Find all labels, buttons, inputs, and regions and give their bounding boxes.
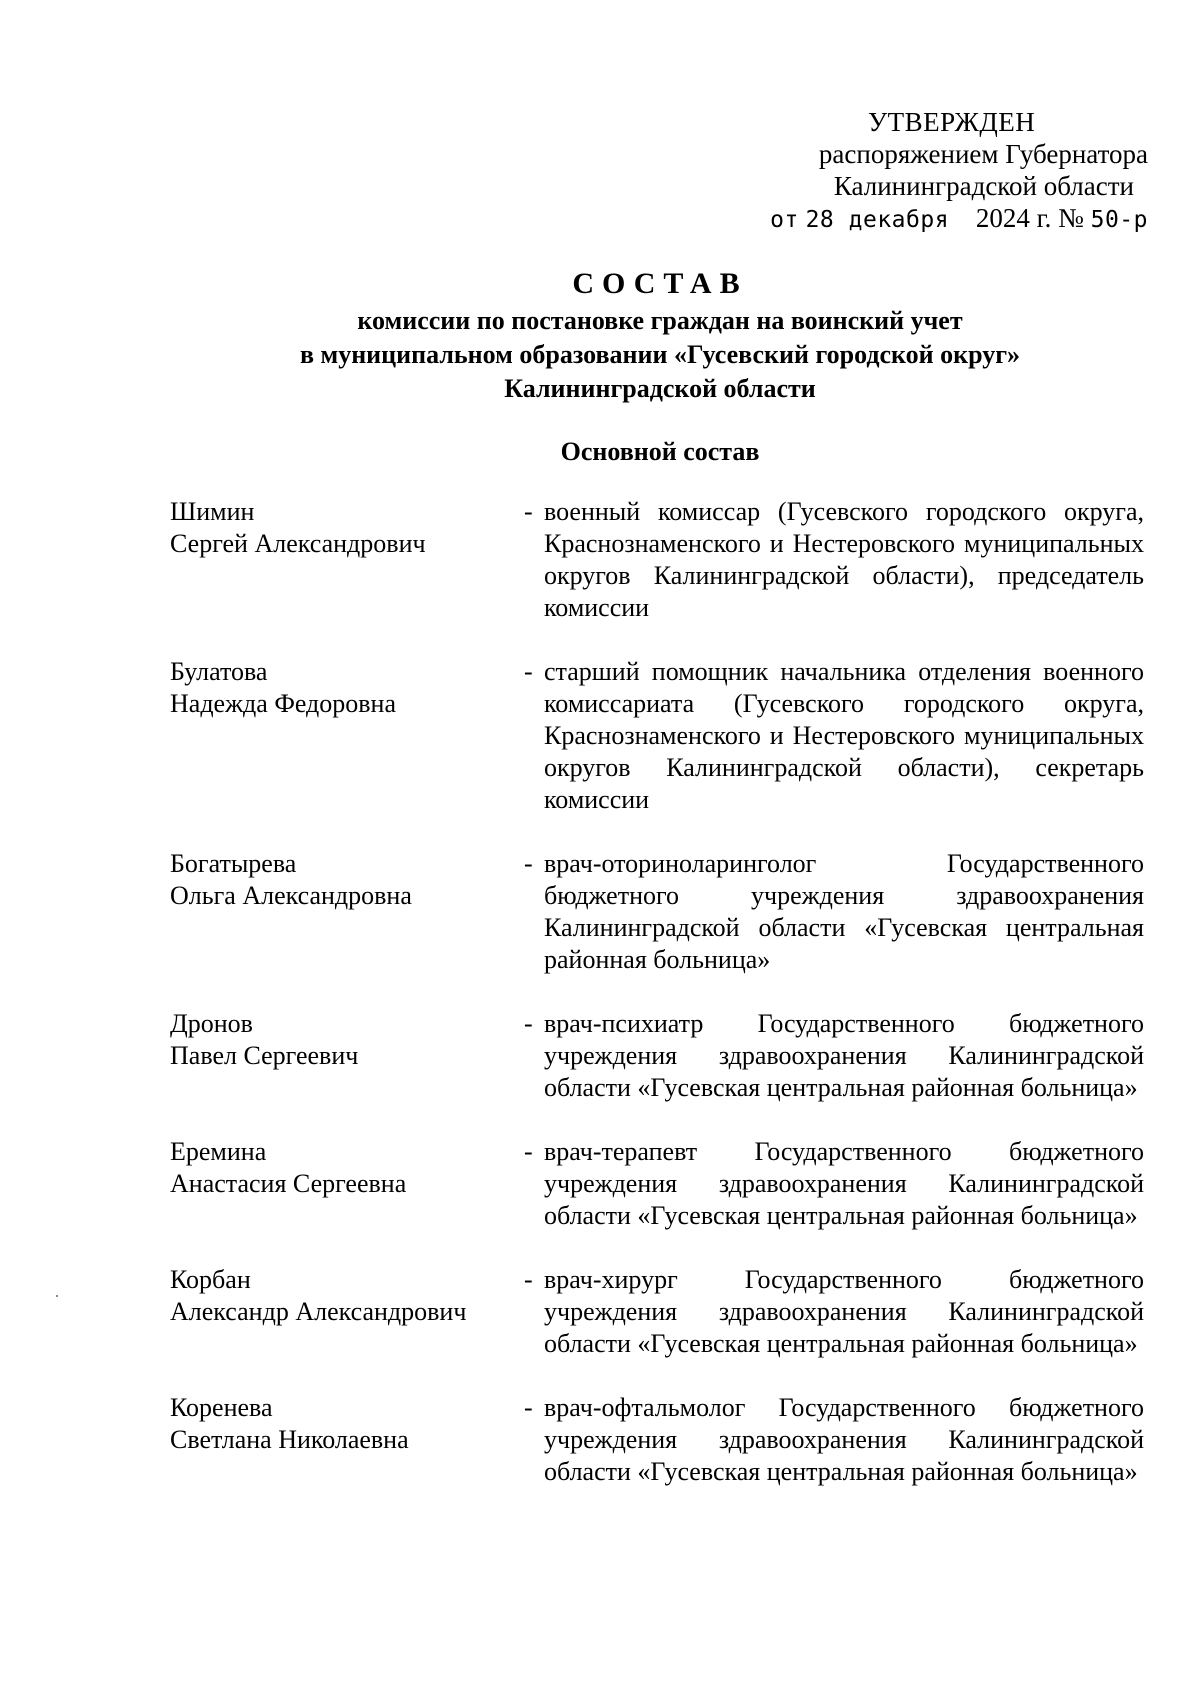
- approval-block: [700, 106, 1150, 236]
- member-surname: Булатова: [170, 657, 268, 686]
- member-dash: -: [524, 657, 533, 686]
- member-given-names: Ольга Александровна: [170, 881, 412, 910]
- member-name: [170, 1264, 518, 1360]
- member-surname: Еремина: [170, 1137, 267, 1166]
- member-name: [170, 496, 518, 624]
- member-dash: -: [524, 497, 533, 526]
- member-row: [170, 1136, 1150, 1232]
- approval-order-line: распоряжением Губернатора: [818, 139, 1148, 169]
- member-given-names: Светлана Николаевна: [170, 1425, 409, 1454]
- member-surname: Дронов: [170, 1009, 253, 1038]
- member-surname: Корбан: [170, 1265, 251, 1294]
- member-name: [170, 848, 518, 976]
- member-name: [170, 1392, 518, 1488]
- section-title: Основной состав: [560, 437, 760, 466]
- member-dash: -: [524, 849, 533, 878]
- member-surname: Богатырева: [170, 849, 297, 878]
- member-name: [170, 1136, 518, 1232]
- member-given-names: Анастасия Сергеевна: [170, 1169, 407, 1198]
- approval-date-value: 28 декабря: [805, 207, 950, 233]
- document-title: СОСТАВ: [572, 267, 748, 300]
- member-row: [170, 496, 1150, 624]
- member-dash: -: [524, 1393, 533, 1422]
- member-surname: Коренева: [170, 1393, 273, 1422]
- member-surname: Шимин: [170, 497, 255, 526]
- member-dash: -: [524, 1265, 533, 1294]
- member-role: врач-терапевт Государственного бюджетного учреждения здравоохранения Калининградской области «Гусевская центральная районная больница»: [544, 1137, 1144, 1230]
- members-list: [170, 496, 1150, 1520]
- member-role: врач-психиатр Государственного бюджетного учреждения здравоохранения Калининградской области «Гусевская центральная районная больница»: [544, 1009, 1144, 1102]
- member-row: [170, 656, 1150, 816]
- approval-date-line: [700, 202, 1150, 236]
- approval-number-prefix: №: [1058, 203, 1084, 233]
- member-given-names: Сергей Александрович: [170, 529, 426, 558]
- member-role: военный комиссар (Гусевского городского округа, Краснознаменского и Нестеровского муниципальных округов Калининградской области), председатель комиссии: [544, 497, 1144, 622]
- member-dash: -: [524, 1137, 533, 1166]
- member-given-names: Александр Александрович: [170, 1297, 467, 1326]
- approval-region-line: Калининградской области: [833, 171, 1134, 201]
- heading-line-3: Калининградской области: [504, 374, 816, 403]
- member-role: врач-хирург Государственного бюджетного учреждения здравоохранения Калининградской области «Гусевская центральная районная больница»: [544, 1265, 1144, 1358]
- member-name: [170, 656, 518, 816]
- member-role: врач-офтальмолог Государственного бюджетного учреждения здравоохранения Калининградской области «Гусевская центральная районная больница»: [544, 1393, 1144, 1486]
- member-dash: -: [524, 1009, 533, 1038]
- heading-line-2: в муниципальном образовании «Гусевский городской округ»: [299, 340, 1021, 369]
- document-heading: [160, 264, 1160, 406]
- member-row: [170, 848, 1150, 976]
- member-name: [170, 1008, 518, 1104]
- member-role: врач-оториноларинголог Государственного бюджетного учреждения здравоохранения Калининградской области «Гусевская центральная районная больница»: [544, 849, 1144, 974]
- approval-number-value: 50-р: [1090, 207, 1148, 233]
- member-row: [170, 1008, 1150, 1104]
- member-given-names: Павел Сергеевич: [170, 1041, 359, 1070]
- member-row: [170, 1264, 1150, 1360]
- heading-line-1: комиссии по постановке граждан на воинский учет: [357, 306, 963, 335]
- approval-date-year: 2024 г.: [975, 203, 1052, 233]
- member-role: старший помощник начальника отделения военного комиссариата (Гусевского городского округа, Краснознаменского и Нестеровского муниципальных округов Калининградской области), секретарь комиссии: [544, 657, 1144, 814]
- scan-speck: [56, 1295, 58, 1297]
- approval-title: УТВЕРЖДЕН: [868, 107, 1036, 137]
- member-given-names: Надежда Федоровна: [170, 689, 397, 718]
- approval-date-prefix: от: [770, 207, 799, 233]
- member-row: [170, 1392, 1150, 1488]
